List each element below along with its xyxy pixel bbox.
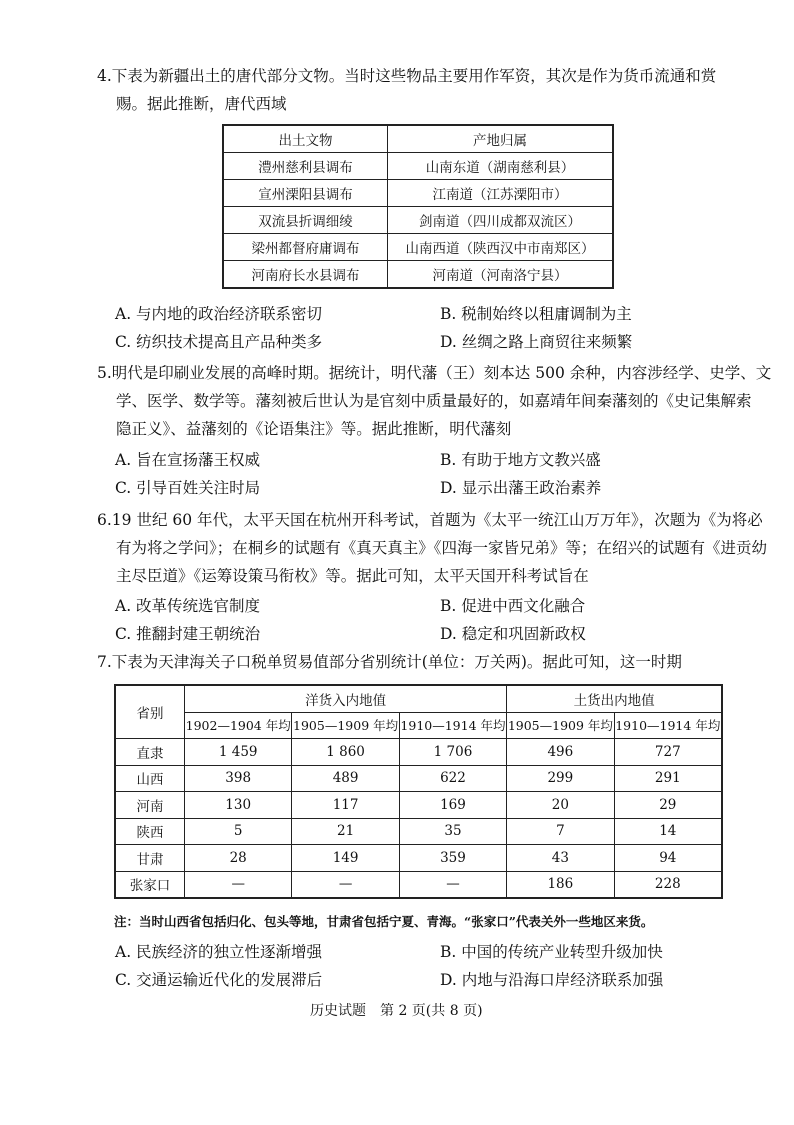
table-cell: 剑南道（四川成都双流区） [388,207,614,234]
table-cell: 291 [614,765,722,792]
table-row [223,207,613,234]
question-4-table [222,124,614,289]
table-cell: 299 [507,765,614,792]
table-cell: 35 [399,818,506,845]
table-cell: 398 [185,765,292,792]
question-4-stem [97,62,716,118]
table-row [223,153,613,180]
table-cell: 1 459 [185,739,292,766]
table-row [115,792,722,819]
table-row [115,845,722,872]
table-header-cell: 省别 [115,685,185,739]
table-row [223,180,613,207]
table-cell: 甘肃 [115,845,185,872]
table-row [115,871,722,898]
table-cell: — [292,871,399,898]
table-cell: 河南府长水县调布 [223,261,388,289]
question-4-line-2: 赐。据此推断，唐代西域 [116,95,287,113]
table-cell: 43 [507,845,614,872]
table-cell: — [399,871,506,898]
table-cell: — [185,871,292,898]
table-row [115,818,722,845]
table-subheader-cell: 1905—1909 年均 [292,712,399,739]
question-4-line-1: 4.下表为新疆出土的唐代部分文物。当时这些物品主要用作军资，其次是作为货币流通和赏 [97,67,717,85]
table-cell: 359 [399,845,506,872]
table-cell: 186 [507,871,614,898]
table-subheader-cell: 1910—1914 年均 [399,712,506,739]
table-row [115,765,722,792]
table-cell: 河南 [115,792,185,819]
option-d[interactable]: D. 内地与沿海口岸经济联系加强 [440,971,664,989]
table-cell: 20 [507,792,614,819]
option-a[interactable]: A. 与内地的政治经济联系密切 [115,305,323,323]
option-d[interactable]: D. 丝绸之路上商贸往来频繁 [440,333,633,351]
option-a[interactable]: A. 改革传统选官制度 [115,597,261,615]
table-cell: 496 [507,739,614,766]
option-b[interactable]: B. 税制始终以租庸调制为主 [440,305,632,323]
table-header-cell: 产地归属 [388,125,614,153]
table-cell: 山南东道（湖南慈利县） [388,153,614,180]
table-cell: 228 [614,871,722,898]
table-header-row [223,125,613,153]
table-cell: 94 [614,845,722,872]
table-cell: 29 [614,792,722,819]
option-c[interactable]: C. 纺织技术提高且产品种类多 [115,333,323,351]
option-c[interactable]: C. 引导百姓关注时局 [115,479,261,497]
question-7-table [114,684,723,899]
table-cell: 山南西道（陕西汉中市南郑区） [388,234,614,261]
table-cell: 江南道（江苏溧阳市） [388,180,614,207]
question-6-stem [97,506,767,590]
table-cell: 梁州都督府庸调布 [223,234,388,261]
option-a[interactable]: A. 民族经济的独立性逐渐增强 [115,943,323,961]
question-6-line-1: 6.19 世纪 60 年代，太平天国在杭州开科考试，首题为《太平一统江山万万年》，次题为《为将必 [97,511,763,529]
option-d[interactable]: D. 显示出藩王政治素养 [440,479,602,497]
question-5-stem [97,359,771,443]
table-cell: 489 [292,765,399,792]
table-group-header: 土货出内地值 [507,685,722,712]
table-row [115,739,722,766]
table-cell: 7 [507,818,614,845]
question-6-line-3: 主尽臣道》《运筹设策马衔枚》等。据此可知，太平天国开科考试旨在 [116,567,589,585]
table-cell: 直隶 [115,739,185,766]
option-c[interactable]: C. 交通运输近代化的发展滞后 [115,971,323,989]
option-c[interactable]: C. 推翻封建王朝统治 [115,625,261,643]
question-7-stem [97,648,682,676]
table-header-row [115,685,722,712]
table-cell: 河南道（河南洛宁县） [388,261,614,289]
question-5-line-1: 5.明代是印刷业发展的高峰时期。据统计，明代藩（王）刻本达 500 余种，内容涉经学、史学、文 [97,364,772,382]
option-b[interactable]: B. 有助于地方文教兴盛 [440,451,601,469]
table-cell: 张家口 [115,871,185,898]
page-footer: 历史试题 第 2 页(共 8 页) [310,1003,483,1019]
table-cell: 陕西 [115,818,185,845]
table-cell: 澧州慈利县调布 [223,153,388,180]
table-cell: 117 [292,792,399,819]
table-row [223,234,613,261]
option-d[interactable]: D. 稳定和巩固新政权 [440,625,586,643]
option-b[interactable]: B. 中国的传统产业转型升级加快 [440,943,663,961]
table-row [223,261,613,289]
question-5-line-2: 学、医学、数学等。藩刻被后世认为是官刻中质量最好的，如嘉靖年间秦藩刻的《史记集解索 [116,392,752,410]
table-cell: 双流县折调细绫 [223,207,388,234]
table-subheader-cell: 1910—1914 年均 [614,712,722,739]
table-cell: 21 [292,818,399,845]
table-subheader-cell: 1902—1904 年均 [185,712,292,739]
question-7-note: 注：当时山西省包括归化、包头等地，甘肃省包括宁夏、青海。“张家口”代表关外一些地区来货。 [114,914,654,929]
option-a[interactable]: A. 旨在宣扬藩王权威 [115,451,261,469]
question-7-line-1: 7.下表为天津海关子口税单贸易值部分省别统计(单位：万关两)。据此可知，这一时期 [97,653,682,671]
table-cell: 5 [185,818,292,845]
table-cell: 130 [185,792,292,819]
question-5-line-3: 隐正义》、益藩刻的《论语集注》等。据此推断，明代藩刻 [116,420,512,438]
table-cell: 28 [185,845,292,872]
table-cell: 宣州溧阳县调布 [223,180,388,207]
table-cell: 149 [292,845,399,872]
table-subheader-row [115,712,722,739]
table-group-header: 洋货入内地值 [185,685,507,712]
table-cell: 1 706 [399,739,506,766]
table-cell: 622 [399,765,506,792]
table-cell: 14 [614,818,722,845]
table-cell: 727 [614,739,722,766]
table-cell: 1 860 [292,739,399,766]
question-6-line-2: 有为将之学问》；在桐乡的试题有《真天真主》《四海一家皆兄弟》等；在绍兴的试题有《进贡幼 [116,539,768,557]
table-cell: 山西 [115,765,185,792]
table-header-cell: 出土文物 [223,125,388,153]
table-subheader-cell: 1905—1909 年均 [507,712,614,739]
table-cell: 169 [399,792,506,819]
option-b[interactable]: B. 促进中西文化融合 [440,597,586,615]
